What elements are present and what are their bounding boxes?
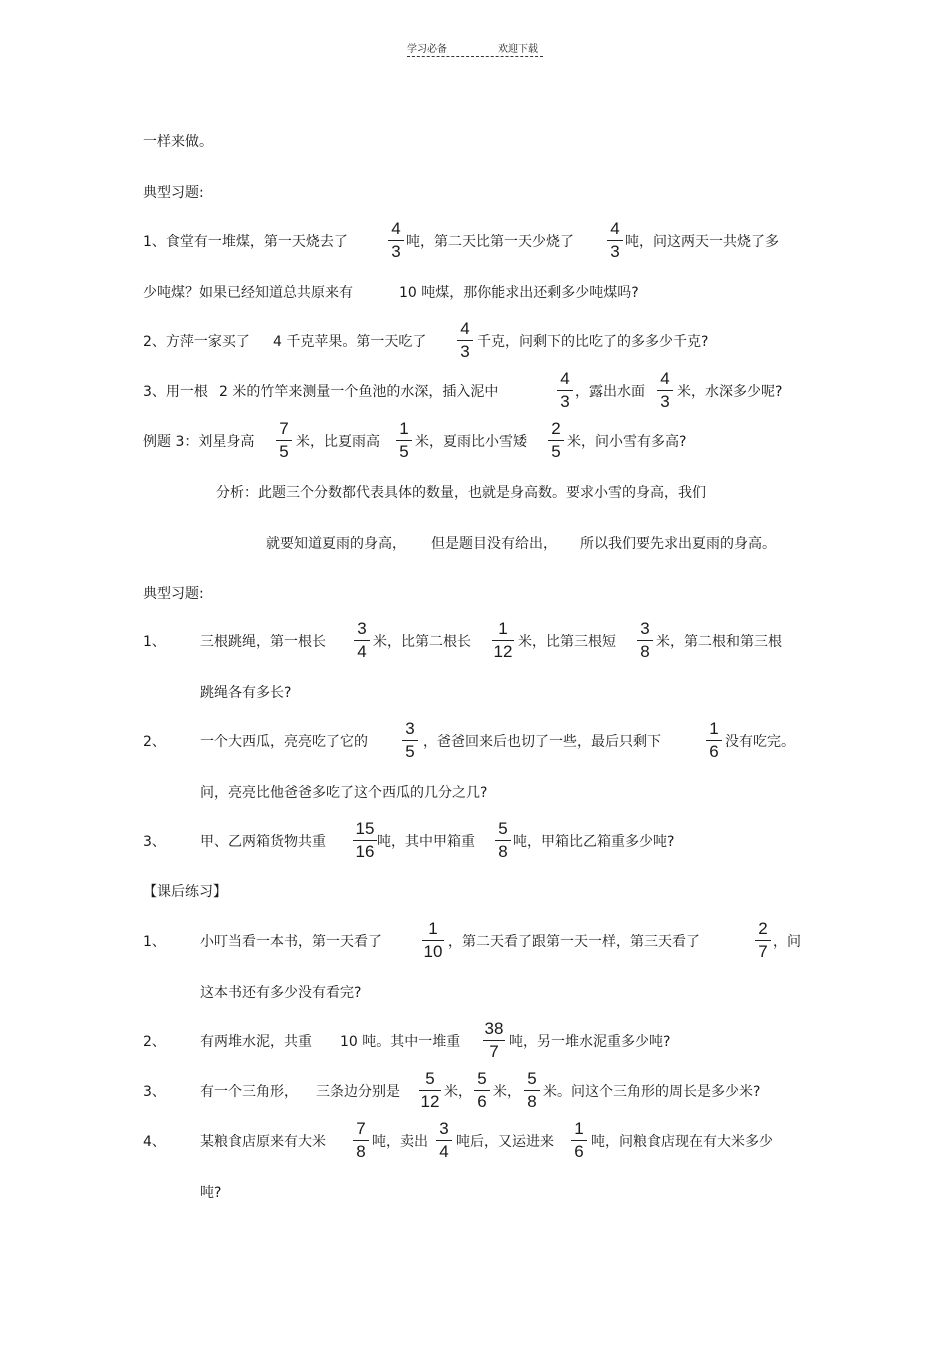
homework-2-text-1: 有两堆水泥，共重 [200,1034,312,1050]
problem-1-line-2b: 10 吨煤，那你能求出还剩多少吨煤吗? [399,285,639,301]
fraction [419,1069,441,1112]
denominator: 4 [439,1142,449,1161]
question-3-text-1: 甲、乙两箱货物共重 [200,834,326,850]
problem-1 [143,219,843,283]
denominator: 4 [357,642,367,661]
numerator: 5 [425,1069,435,1088]
fraction [657,369,673,412]
homework-3-text-3: 米， [444,1084,472,1100]
question-1-text-1: 三根跳绳，第一根长 [200,634,326,650]
numerator: 1 [399,419,409,438]
fraction [396,419,412,462]
fraction [353,819,377,862]
question-1-text-3: 米，比第三根短 [518,634,616,650]
question-1-text-4: 米，第二根和第三根 [656,634,782,650]
fraction [524,1069,540,1112]
homework-2-text-3: 吨，另一堆水泥重多少吨? [509,1034,671,1050]
fraction [353,1119,369,1162]
denominator: 5 [399,442,409,461]
homework-4-text-4: 吨，问粮食店现在有大米多少 [591,1134,773,1150]
numerator: 7 [279,419,289,438]
analysis-line-2a: 就要知道夏雨的身高， [266,536,406,552]
numerator: 3 [357,619,367,638]
numerator: 4 [391,219,401,238]
analysis-line-2c: 所以我们要先求出夏雨的身高。 [580,536,776,552]
analysis-line-2b: 但是题目没有给出， [431,536,557,552]
homework-title: 【课后练习】 [143,884,227,900]
question-3-text-2: 吨，其中甲箱重 [377,834,475,850]
question-3-text-3: 吨，甲箱比乙箱重多少吨? [513,834,675,850]
numerator: 4 [560,369,570,388]
numerator: 1 [498,619,508,638]
numerator: 1 [574,1119,584,1138]
denominator: 3 [610,242,620,261]
denominator: 7 [489,1042,499,1061]
denominator: 12 [420,1092,440,1111]
homework-1-line-2: 这本书还有多少没有看完? [200,985,362,1001]
denominator: 6 [709,742,719,761]
question-1-line-2: 跳绳各有多长? [200,685,292,701]
fraction [483,1019,505,1062]
numerator: 15 [355,819,375,838]
section-title-1: 典型习题: [143,185,204,201]
fraction [422,919,444,962]
fraction [402,719,418,762]
numerator: 1 [709,719,719,738]
fraction [495,819,511,862]
question-2-text-3: 没有吃完。 [725,734,795,750]
denominator: 5 [551,442,561,461]
denominator: 8 [640,642,650,661]
denominator: 8 [498,842,508,861]
problem-3-text-2: 2 米的竹竿来测量一个鱼池的水深，插入泥中 [219,384,499,400]
denominator: 3 [460,342,470,361]
numerator: 1 [428,919,438,938]
fraction [436,1119,452,1162]
problem-1-text-1: 1、食堂有一堆煤，第一天烧去了 [143,234,348,250]
question-2-text-2: ，爸爸回来后也切了一些，最后只剩下 [423,734,661,750]
denominator: 8 [356,1142,366,1161]
numerator: 2 [551,419,561,438]
fraction [755,919,771,962]
problem-2-text-2: 4 千克苹果。第一天吃了 [273,334,427,350]
fraction [276,419,292,462]
intro-text: 一样来做。 [143,134,213,150]
question-number: 3、 [143,834,166,850]
question-2-text-1: 一个大西瓜，亮亮吃了它的 [200,734,368,750]
homework-4-line-2: 吨? [200,1185,222,1201]
numerator: 38 [484,1019,504,1038]
homework-1-text-1: 小叮当看一本书，第一天看了 [200,934,382,950]
problem-2-text-3: 千克，问剩下的比吃了的多多少千克? [477,334,709,350]
numerator: 3 [640,619,650,638]
numerator: 4 [460,319,470,338]
denominator: 3 [560,392,570,411]
denominator: 6 [574,1142,584,1161]
example-3-text-1: 例题 3：刘星身高 [143,434,255,450]
denominator: 3 [660,392,670,411]
page-header [407,38,543,57]
fraction [492,619,514,662]
fraction [557,369,573,412]
question-number: 1、 [143,634,166,650]
homework-3-text-5: 米。问这个三角形的周长是多少米? [543,1084,761,1100]
fraction [706,719,722,762]
homework-3-text-1: 有一个三角形， [200,1084,298,1100]
homework-4-text-3: 吨后，又运进来 [456,1134,554,1150]
example-3-text-2: 米，比夏雨高 [296,434,380,450]
problem-1-text-2: 吨，第二天比第一天少烧了 [406,234,574,250]
fraction [637,619,653,662]
numerator: 4 [660,369,670,388]
problem-1-text-3: 吨，问这两天一共烧了多 [625,234,779,250]
header-left-text: 学习必备 [407,44,447,55]
denominator: 5 [405,742,415,761]
homework-3-text-4: 米， [493,1084,521,1100]
numerator: 5 [527,1069,537,1088]
fraction [607,219,623,262]
numerator: 5 [477,1069,487,1088]
numerator: 2 [758,919,768,938]
denominator: 6 [477,1092,487,1111]
denominator: 5 [279,442,289,461]
homework-4-text-1: 某粮食店原来有大米 [200,1134,326,1150]
numerator: 3 [405,719,415,738]
denominator: 3 [391,242,401,261]
fraction [354,619,370,662]
question-1-text-2: 米，比第二根长 [373,634,471,650]
fraction [388,219,404,262]
example-3-text-3: 米，夏雨比小雪矮 [415,434,527,450]
problem-3-text-3: ，露出水面 [575,384,645,400]
problem-1-line-2a: 少吨煤？如果已经知道总共原来有 [143,285,353,301]
fraction [457,319,473,362]
question-number: 3、 [143,1084,166,1100]
fraction [548,419,564,462]
section-title-2: 典型习题: [143,586,204,602]
fraction [571,1119,587,1162]
question-number: 2、 [143,734,166,750]
example-3-text-4: 米，问小雪有多高? [567,434,687,450]
denominator: 10 [423,942,443,961]
fraction [474,1069,490,1112]
denominator: 16 [355,842,375,861]
homework-3-text-2: 三条边分别是 [316,1084,400,1100]
problem-2-text-1: 2、方萍一家买了 [143,334,250,350]
homework-4-text-2: 吨，卖出 [372,1134,428,1150]
question-number: 2、 [143,1034,166,1050]
analysis-line-1: 分析：此题三个分数都代表具体的数量，也就是身高数。要求小雪的身高，我们 [216,485,706,501]
problem-3-text-1: 3、用一根 [143,384,208,400]
numerator: 3 [439,1119,449,1138]
question-2-line-2: 问，亮亮比他爸爸多吃了这个西瓜的几分之几? [200,785,488,801]
homework-1-text-2: ，第二天看了跟第一天一样，第三天看了 [448,934,700,950]
question-number: 1、 [143,934,166,950]
numerator: 7 [356,1119,366,1138]
numerator: 4 [610,219,620,238]
denominator: 8 [527,1092,537,1111]
question-number: 4、 [143,1134,166,1150]
homework-1-text-3: ，问 [773,934,801,950]
numerator: 5 [498,819,508,838]
denominator: 7 [758,942,768,961]
header-right-text: 欢迎下载 [498,44,538,55]
denominator: 12 [493,642,513,661]
problem-3-text-4: 米，水深多少呢? [677,384,783,400]
homework-2-text-2: 10 吨。其中一堆重 [340,1034,461,1050]
